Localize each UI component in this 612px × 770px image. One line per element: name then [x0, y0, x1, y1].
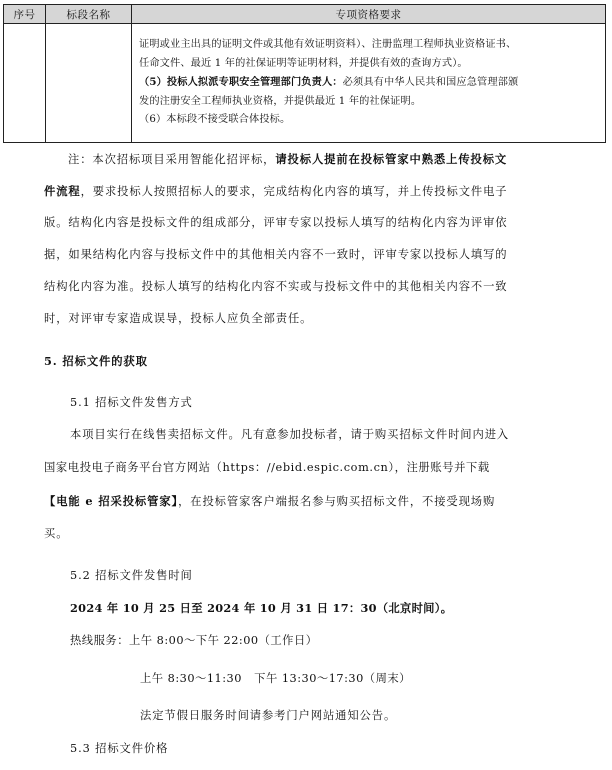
- note-prefix: 注：本次招标项目采用智能化招评标，: [68, 153, 276, 166]
- req-line-1: 证明或业主出具的证明文件或其他有效证明资料）、注册监理工程师执业资格证书、: [139, 39, 517, 51]
- section-5-3-heading: 5.3 招标文件价格: [70, 742, 169, 755]
- hotline-weekend: 上午 8:30～11:30 下午 13:30～17:30（周末）: [140, 672, 411, 685]
- section-5-1-line-3-text: ，在投标管家客户端报名参与购买招标文件，不接受现场购: [178, 495, 496, 508]
- note-bold-2: 件流程: [44, 184, 81, 198]
- header-seq: 序号: [4, 5, 46, 24]
- req-line-5: （6）本标段不接受联合体投标。: [139, 114, 291, 126]
- section-5-1-line-2: 国家电投电子商务平台官方网站（https：//ebid.espic.com.cn），注册账号并下载: [44, 461, 490, 474]
- sale-time: 2024 年 10 月 25 日至 2024 年 10 月 31 日 17：30（北京时间）。: [70, 601, 453, 615]
- cell-seq: [4, 24, 46, 143]
- header-requirements: 专项资格要求: [132, 5, 606, 24]
- section-5-heading: 5. 招标文件的获取: [44, 354, 148, 368]
- table-row: [4, 24, 606, 143]
- note-line-2: [0, 182, 612, 201]
- section-5-1-line-3: [0, 492, 612, 511]
- req-5-text: 必须具有中华人民共和国应急管理部颁: [342, 77, 519, 89]
- holiday-notice: 法定节假日服务时间请参考门户网站通知公告。: [140, 709, 397, 722]
- bid-manager-name: 【电能 e 招采投标管家】: [44, 494, 179, 508]
- qualification-table: [3, 4, 606, 143]
- section-5-1-line-1: 本项目实行在线售卖招标文件。凡有意参加投标者，请于购买招标文件时间内进入: [70, 428, 510, 441]
- note-line-4: 据，如果结构化内容与投标文件中的其他相关内容不一致时，评审专家以投标人填写的: [44, 248, 508, 261]
- req-line-3: [139, 73, 601, 93]
- header-section-name: 标段名称: [46, 5, 132, 24]
- section-5-1-heading: 5.1 招标文件发售方式: [70, 396, 193, 409]
- cell-requirements: [132, 24, 606, 143]
- req-line-2: 任命文件、最近 1 年的社保证明等证明材料，并提供有效的查询方式）。: [139, 57, 468, 69]
- note-bold-1: 请投标人提前在投标管家中熟悉上传投标文: [275, 152, 508, 166]
- section-5-1-line-4: 买。: [44, 527, 69, 540]
- note-line-5: 结构化内容为准。投标人填写的结构化内容不实或与投标文件中的其他相关内容不一致: [44, 280, 508, 293]
- cell-section-name: [46, 24, 132, 143]
- note-line-6: 时，对评审专家造成误导，投标人应负全部责任。: [44, 312, 313, 325]
- req-5-label: （5）投标人拟派专职安全管理部门负责人：: [139, 76, 343, 89]
- section-5-2-heading: 5.2 招标文件发售时间: [70, 569, 193, 582]
- note-line-3: 版。结构化内容是投标文件的组成部分，评审专家以投标人填写的结构化内容为评审依: [44, 216, 508, 229]
- table-header-row: [4, 5, 606, 24]
- note-text-2: ，要求投标人按照招标人的要求，完成结构化内容的填写，并上传投标文件电子: [80, 185, 508, 198]
- req-line-4: 发的注册安全工程师执业资格，并提供最近 1 年的社保证明。: [139, 95, 422, 107]
- hotline-weekday: 热线服务：上午 8:00～下午 22:00（工作日）: [70, 634, 318, 647]
- note-line-1: [0, 150, 612, 169]
